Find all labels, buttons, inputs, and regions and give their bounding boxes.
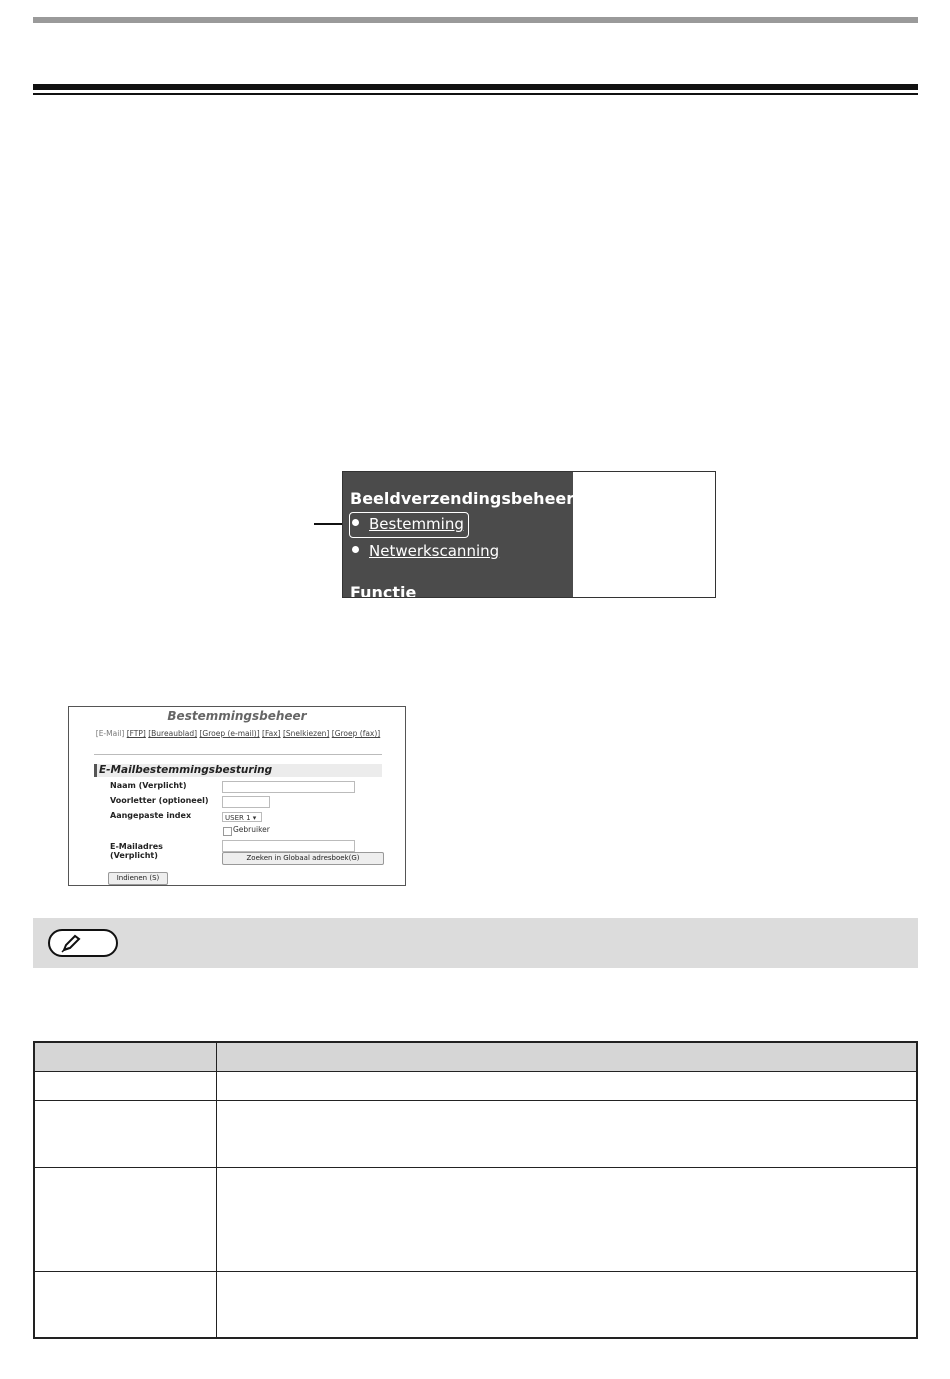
table-cell <box>217 1168 918 1272</box>
table-cell <box>34 1168 217 1272</box>
index-select-value: USER 1 <box>225 814 251 822</box>
table-cell <box>217 1072 918 1101</box>
bullet-icon <box>352 546 359 553</box>
form-section-title: E-Mailbestemmingsbesturing <box>94 764 382 777</box>
user-checkbox-label: Gebruiker <box>233 825 270 834</box>
table-header-cell <box>217 1042 918 1072</box>
form-tab-links <box>93 729 383 739</box>
menu-item-netwerkscanning[interactable] <box>352 542 499 560</box>
bullet-icon <box>352 519 359 526</box>
table-row <box>34 1272 917 1338</box>
email-required-label: (Verplicht) <box>110 851 158 860</box>
form-title: Bestemmingsbeheer <box>167 709 307 723</box>
index-select[interactable] <box>222 812 262 822</box>
table-row <box>34 1072 917 1101</box>
search-global-addressbook-button[interactable]: Zoeken in Globaal adresboek(G) <box>222 852 384 865</box>
tab-ftp[interactable]: [FTP] <box>126 729 146 738</box>
menu-item-label[interactable]: Netwerkscanning <box>369 542 500 560</box>
tab-fax[interactable]: [Fax] <box>262 729 281 738</box>
pencil-icon <box>58 934 82 954</box>
table-cell <box>217 1272 918 1338</box>
index-label: Aangepaste index <box>110 811 192 820</box>
title-rule <box>33 84 918 90</box>
tab-bureaublad[interactable]: [Bureaublad] <box>148 729 198 738</box>
note-badge <box>48 929 118 957</box>
initial-label: Voorletter (optioneel) <box>110 796 209 805</box>
form-screenshot <box>68 706 406 886</box>
email-input[interactable] <box>222 840 355 852</box>
settings-table <box>33 1041 918 1339</box>
top-rule <box>33 17 918 23</box>
table-cell <box>34 1101 217 1168</box>
table-cell <box>217 1101 918 1168</box>
menu-heading: Beeldverzendingsbeheer <box>350 489 575 508</box>
tab-email[interactable]: [E-Mail] <box>95 729 125 738</box>
menu-panel <box>343 472 573 597</box>
note-bar <box>33 918 918 968</box>
title-rule-thin <box>33 93 918 95</box>
name-input[interactable] <box>222 781 355 793</box>
menu-heading-functie: Functie <box>350 583 417 598</box>
initial-input[interactable] <box>222 796 270 808</box>
email-label: E-Mailadres <box>110 842 163 851</box>
menu-item-bestemming[interactable] <box>352 515 464 533</box>
table-cell <box>34 1272 217 1338</box>
table-row <box>34 1168 917 1272</box>
table-header-row <box>34 1042 917 1072</box>
name-label: Naam (Verplicht) <box>110 781 187 790</box>
tab-snelkiezen[interactable]: [Snelkiezen] <box>282 729 330 738</box>
table-cell <box>34 1072 217 1101</box>
chevron-down-icon: ▾ <box>252 814 257 822</box>
menu-item-label[interactable]: Bestemming <box>369 515 464 533</box>
table-header-cell <box>34 1042 217 1072</box>
submit-button[interactable]: Indienen (S) <box>108 872 168 885</box>
user-checkbox[interactable] <box>223 827 232 836</box>
table-row <box>34 1101 917 1168</box>
form-divider <box>94 754 382 755</box>
tab-groep-fax[interactable]: [Groep (fax)] <box>331 729 381 738</box>
menu-screenshot <box>342 471 716 598</box>
tab-groep-email[interactable]: [Groep (e-mail)] <box>199 729 260 738</box>
